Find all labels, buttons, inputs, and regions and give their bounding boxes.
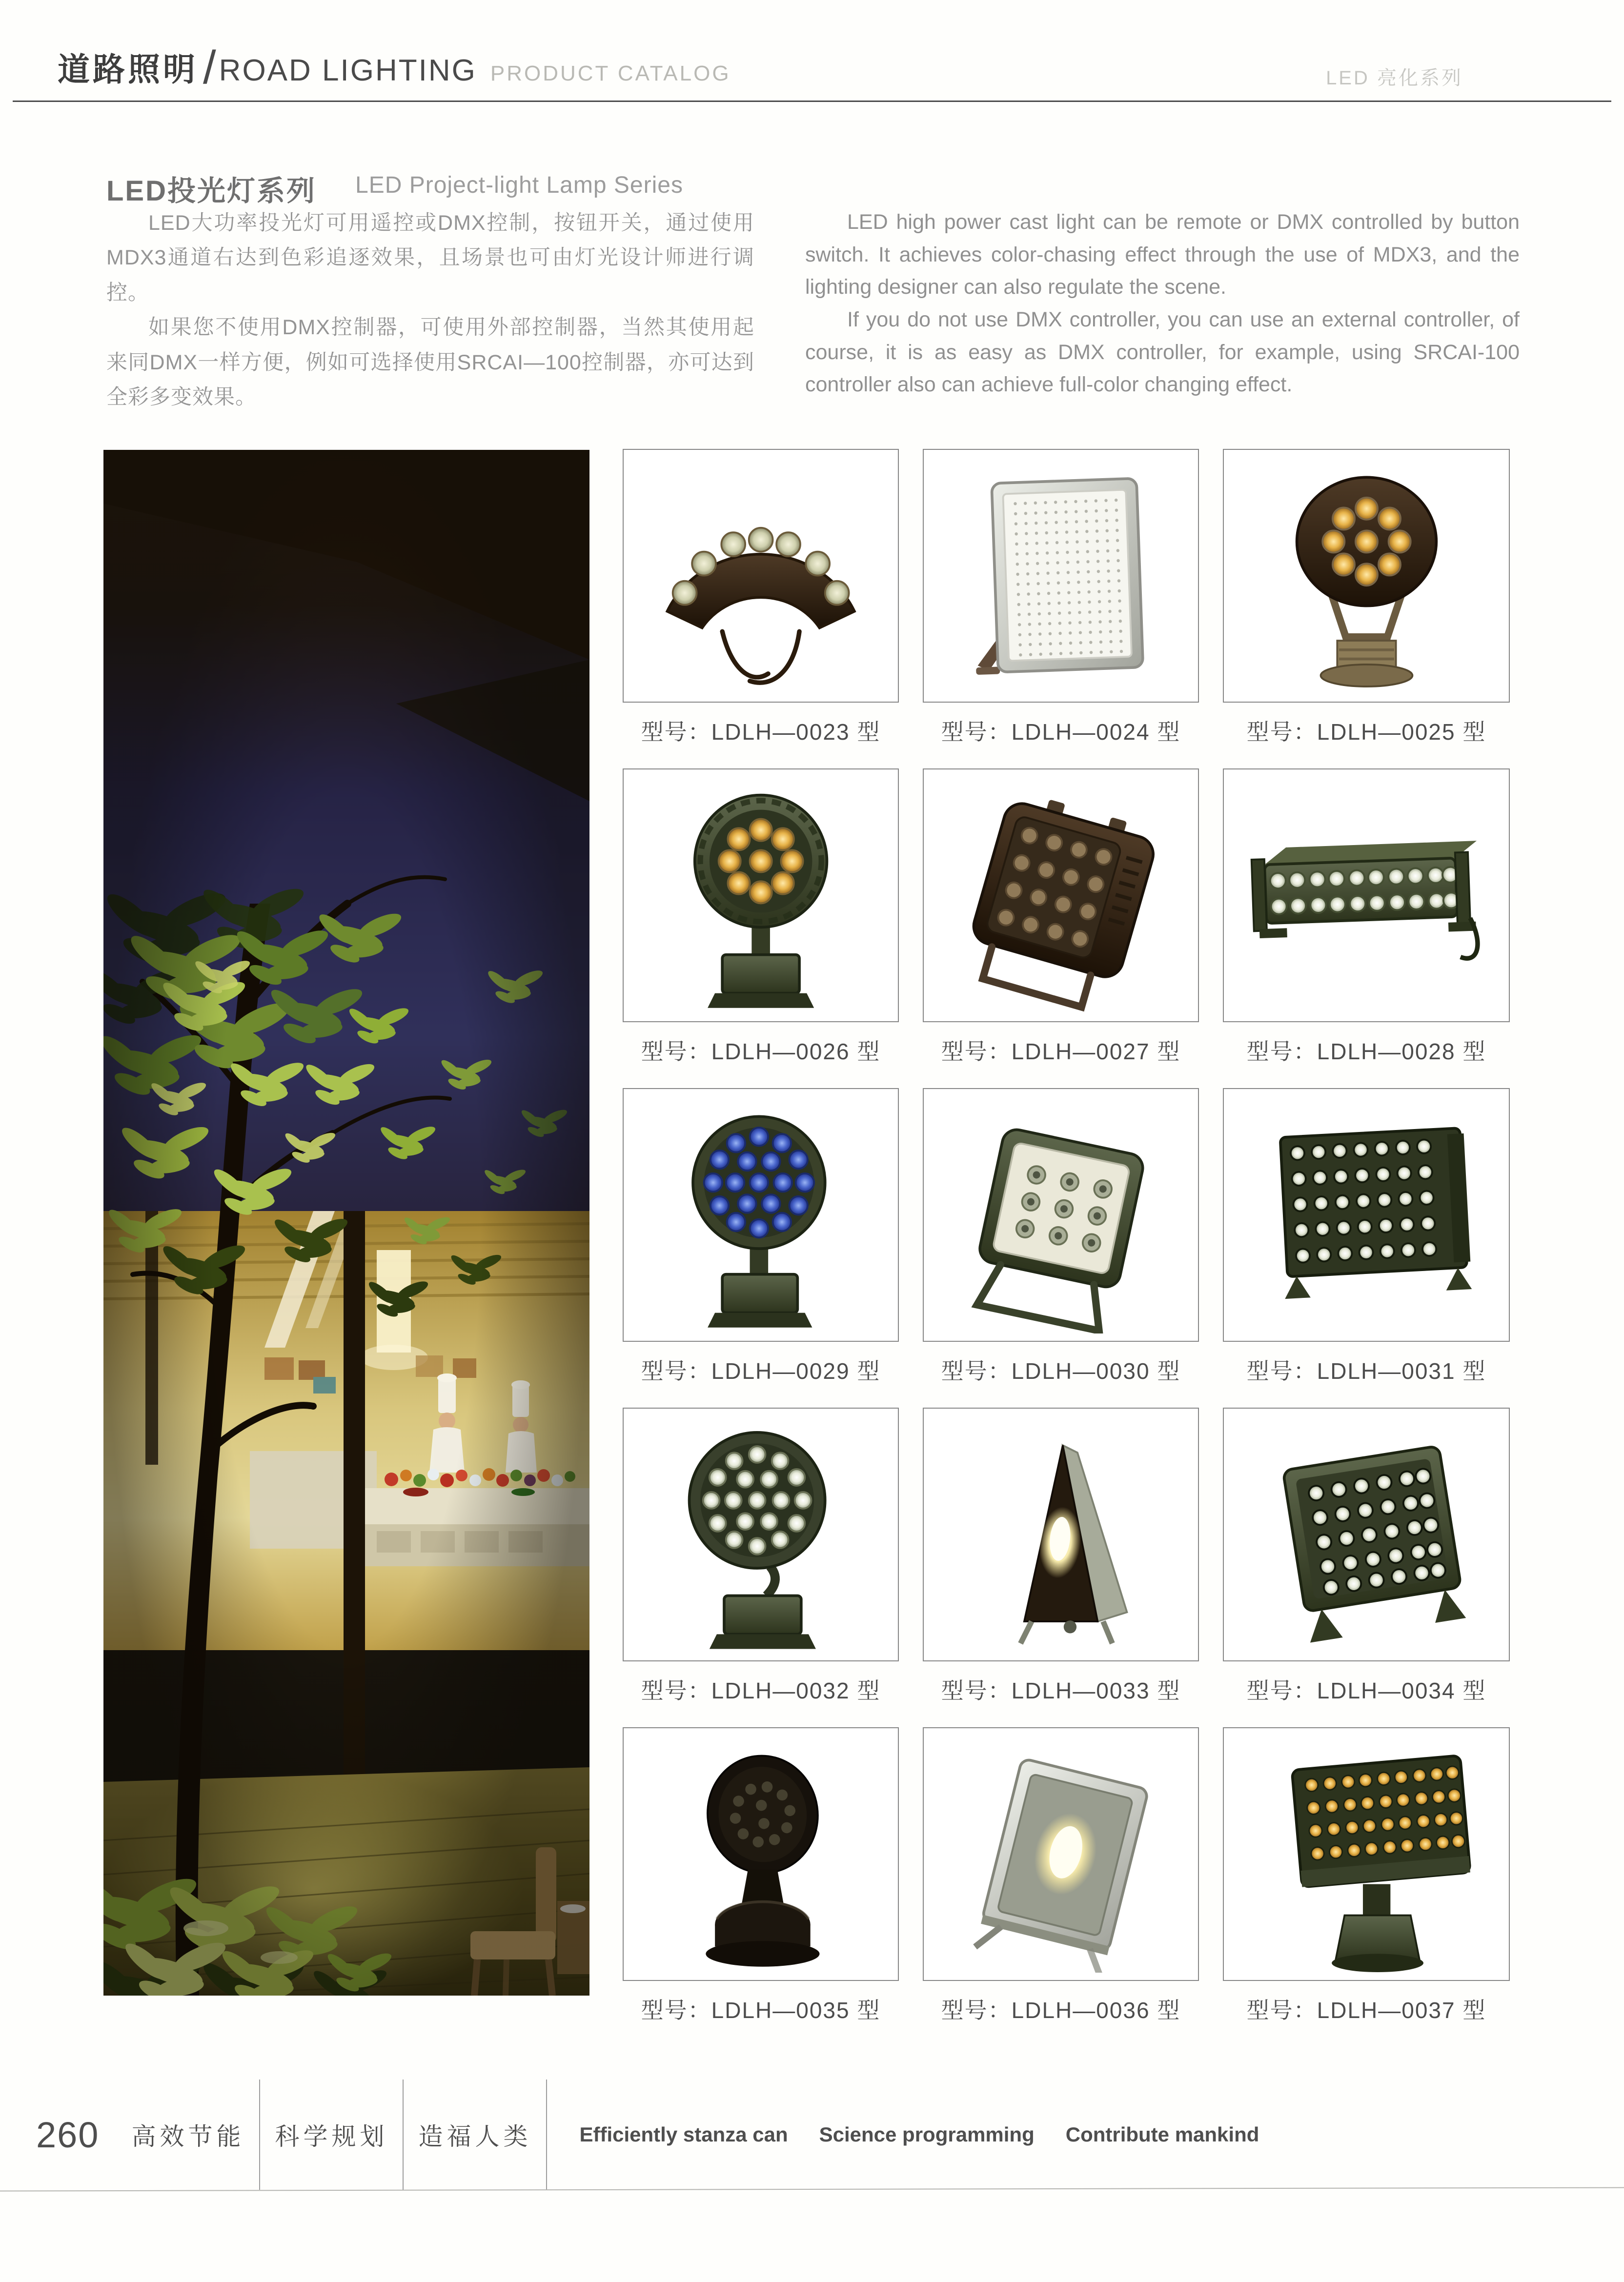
product-image-ldlh-0023 xyxy=(623,449,899,703)
section-title-en: LED Project-light Lamp Series xyxy=(355,172,683,198)
product-image-ldlh-0029 xyxy=(623,1088,899,1342)
product-image-ldlh-0030 xyxy=(923,1088,1199,1342)
square-floodlight-tilted-illustration xyxy=(932,777,1190,1013)
header-rule xyxy=(13,101,1611,102)
round-spotlight-cylinder-base-illustration xyxy=(1233,457,1501,694)
product-card xyxy=(923,1727,1199,2047)
product-model-label: 型号：LDLH—0033 型 xyxy=(941,1678,1181,1703)
hero-photo-night-garden xyxy=(103,450,589,1996)
product-card xyxy=(1223,449,1510,768)
brand-chinese: 道路照明 xyxy=(58,51,198,87)
series-label-right: LED 亮化系列 xyxy=(1326,67,1463,89)
brand-slash: / xyxy=(203,41,216,94)
product-card xyxy=(1223,1408,1510,1727)
panel-floodlight-tilted-illustration xyxy=(1233,1416,1501,1653)
panel-on-pedestal-illustration xyxy=(1233,1736,1501,1972)
product-card xyxy=(1223,768,1510,1088)
product-image-ldlh-0032 xyxy=(623,1408,899,1661)
intro-en-paragraph-2: If you do not use DMX controller, you can use an external controller, of course, it is as easy as DMX controller, for example, using SRCAI-100 controller also can achieve full-color changing effect. xyxy=(805,307,1520,397)
product-model-label: 型号：LDLH—0028 型 xyxy=(1246,1039,1486,1064)
product-card xyxy=(623,449,899,768)
slim-panel-floodlight-illustration xyxy=(932,457,1190,694)
arc-wall-washer-illustration xyxy=(632,457,890,694)
product-grid xyxy=(623,449,1510,2047)
footer-slogan-zh-1: 高效节能 xyxy=(131,2123,245,2150)
product-image-ldlh-0034 xyxy=(1223,1408,1510,1661)
footer-slogan-en-2: Science programming xyxy=(819,2123,1035,2146)
product-image-ldlh-0028 xyxy=(1223,768,1510,1022)
round-lamp-dome-base-illustration xyxy=(632,1736,890,1972)
product-card xyxy=(923,1088,1199,1408)
intro-en-paragraph-1: LED high power cast light can be remote or DMX controlled by button switch. It achieves color-chasing effect through the use of MDX3, and the lighting designer can also regulate the scene. xyxy=(805,210,1520,299)
product-image-ldlh-0036 xyxy=(923,1727,1199,1981)
product-image-ldlh-0024 xyxy=(923,449,1199,703)
section-title-zh: LED投光灯系列 xyxy=(106,175,317,207)
intro-text-english xyxy=(805,206,1520,401)
footer-slogans-en xyxy=(579,2123,1259,2146)
product-model-label: 型号：LDLH—0031 型 xyxy=(1246,1358,1486,1384)
product-model-label: 型号：LDLH—0032 型 xyxy=(641,1678,881,1703)
product-model-label: 型号：LDLH—0037 型 xyxy=(1246,1998,1486,2023)
product-model-label: 型号：LDLH—0023 型 xyxy=(641,719,881,745)
intro-zh-paragraph-1: LED大功率投光灯可用遥控或DMX控制，按钮开关，通过使用MDX3通道右达到色彩追逐效果，且场景也可由灯光设计师进行调控。 xyxy=(106,211,754,304)
round-spotlight-amber-illustration xyxy=(632,777,890,1013)
product-image-ldlh-0025 xyxy=(1223,449,1510,703)
round-spotlight-white-illustration xyxy=(632,1416,890,1653)
product-card xyxy=(923,1408,1199,1727)
product-card xyxy=(923,449,1199,768)
product-image-ldlh-0037 xyxy=(1223,1727,1510,1981)
page-number: 260 xyxy=(36,2114,100,2155)
product-image-ldlh-0035 xyxy=(623,1727,899,1981)
panel-floodlight-grid-illustration xyxy=(1233,1096,1501,1333)
product-card xyxy=(1223,1088,1510,1408)
header-brand xyxy=(58,38,731,92)
footer-divider xyxy=(546,2080,547,2190)
product-image-ldlh-0026 xyxy=(623,768,899,1022)
product-card xyxy=(923,768,1199,1088)
product-model-label: 型号：LDLH—0035 型 xyxy=(641,1998,881,2023)
product-image-ldlh-0033 xyxy=(923,1408,1199,1661)
product-model-label: 型号：LDLH—0024 型 xyxy=(941,719,1181,745)
round-spotlight-blue-illustration xyxy=(632,1096,890,1333)
page-footer xyxy=(36,2080,1259,2190)
intro-zh-paragraph-2: 如果您不使用DMX控制器，可使用外部控制器，当然其使用起来同DMX一样方便，例如可选择使用SRCAI—100控制器，亦可达到全彩多变效果。 xyxy=(106,316,754,409)
brand-catalog-label: PRODUCT CATALOG xyxy=(490,61,731,85)
product-model-label: 型号：LDLH—0034 型 xyxy=(1246,1678,1486,1703)
product-image-ldlh-0027 xyxy=(923,768,1199,1022)
brand-english: ROAD LIGHTING xyxy=(219,54,477,87)
product-card xyxy=(1223,1727,1510,2047)
floodlight-side-view-illustration xyxy=(932,1416,1190,1653)
product-card xyxy=(623,768,899,1088)
product-card xyxy=(623,1727,899,2047)
product-model-label: 型号：LDLH—0036 型 xyxy=(941,1998,1181,2023)
footer-slogan-en-1: Efficiently stanza can xyxy=(579,2123,788,2146)
square-floodlight-white-face-illustration xyxy=(932,1096,1190,1333)
product-model-label: 型号：LDLH—0027 型 xyxy=(941,1039,1181,1064)
cob-floodlight-side-illustration xyxy=(932,1736,1190,1972)
bar-wall-washer-illustration xyxy=(1233,777,1501,1013)
product-model-label: 型号：LDLH—0026 型 xyxy=(641,1039,881,1064)
hero-photo-illustration xyxy=(103,450,589,1996)
product-model-label: 型号：LDLH—0030 型 xyxy=(941,1358,1181,1384)
product-card xyxy=(623,1408,899,1727)
footer-slogan-zh-2: 科学规划 xyxy=(275,2123,388,2150)
product-model-label: 型号：LDLH—0025 型 xyxy=(1246,719,1486,745)
product-card xyxy=(623,1088,899,1408)
footer-slogan-zh-3: 造福人类 xyxy=(418,2123,532,2150)
intro-text-chinese xyxy=(106,206,754,415)
product-model-label: 型号：LDLH—0029 型 xyxy=(641,1358,881,1384)
footer-slogan-en-3: Contribute mankind xyxy=(1065,2123,1259,2146)
product-image-ldlh-0031 xyxy=(1223,1088,1510,1342)
